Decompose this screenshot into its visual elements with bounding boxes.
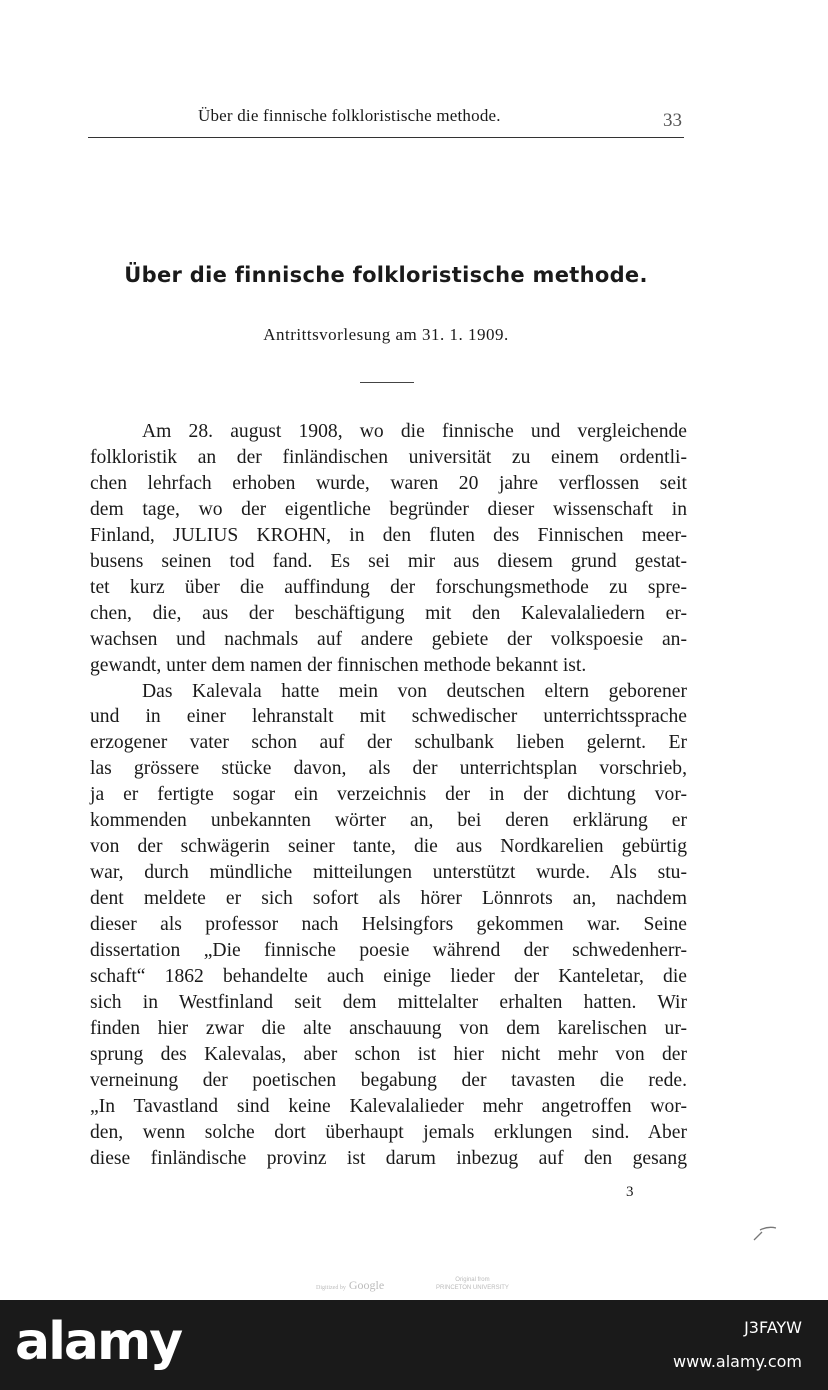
digitization-footer	[0, 1278, 828, 1296]
text-line: chen, die, aus der beschäftigung mit den Kalevalaliedern er-	[90, 602, 687, 624]
site-url: www.alamy.com	[673, 1352, 802, 1371]
text-line: dent meldete er sich sofort als hörer Lönnrots an, nachdem	[90, 888, 687, 910]
article-subtitle: Antrittsvorlesung am 31. 1. 1909.	[263, 325, 509, 344]
signature-mark: 3	[626, 1184, 634, 1200]
running-head	[88, 106, 684, 136]
text-line: finden hier zwar die alte anschauung von dem karelischen ur-	[90, 1017, 687, 1039]
stock-banner	[0, 1300, 828, 1390]
text-line: schaft“ 1862 behandelte auch einige lieder der Kanteletar, die	[90, 966, 687, 988]
text-line: busens seinen tod fand. Es sei mir aus diesem grund gestat-	[90, 550, 687, 572]
text-line: folkloristik an der finländischen universität zu einem ordentli-	[90, 446, 687, 468]
text-line: Finland, JULIUS KROHN, in den fluten des Finnischen meer-	[90, 524, 687, 546]
original-source	[436, 1276, 509, 1292]
digitized-label: Digitized by	[316, 1285, 346, 1291]
text-line: verneinung der poetischen begabung der tavasten die rede.	[90, 1069, 687, 1091]
header-rule	[88, 137, 684, 138]
google-watermark	[316, 1278, 384, 1293]
body-text	[90, 419, 687, 1172]
text-line: wachsen und nachmals auf andere gebiete der volkspoesie an-	[90, 628, 687, 650]
text-line: las grössere stücke davon, als der unterrichtsplan vorschrieb,	[90, 758, 687, 780]
text-line: von der schwägerin seiner tante, die aus Nordkarelien gebürtig	[90, 836, 687, 858]
text-line: dem tage, wo der eigentliche begründer dieser wissenschaft in	[90, 498, 687, 520]
original-line-1: Original from	[455, 1277, 490, 1283]
page-number: 33	[663, 110, 682, 131]
text-line: dissertation „Die finnische poesie während der schwedenherr-	[90, 940, 687, 962]
title-separator	[360, 382, 414, 383]
google-brand: Google	[348, 1278, 385, 1292]
original-line-2: PRINCETON UNIVERSITY	[436, 1285, 509, 1291]
article-title: Über die finnische folkloristische methode.	[124, 263, 648, 287]
text-line: und in einer lehranstalt mit schwedischer unterrichtssprache	[90, 706, 687, 728]
running-title: Über die finnische folkloristische methode.	[198, 106, 501, 125]
alamy-logo: alamy	[15, 1312, 182, 1372]
text-line: sprung des Kalevalas, aber schon ist hier nicht mehr von der	[90, 1043, 687, 1065]
text-line: „In Tavastland sind keine Kalevalalieder mehr angetroffen wor-	[90, 1095, 687, 1117]
text-line: den, wenn solche dort überhaupt jemals erklungen sind. Aber	[90, 1121, 687, 1143]
text-line: gewandt, unter dem namen der finnischen methode bekannt ist.	[90, 654, 587, 676]
pencil-mark-icon	[752, 1222, 778, 1242]
text-line: dieser als professor nach Helsingfors gekommen war. Seine	[90, 914, 687, 936]
text-line: Das Kalevala hatte mein von deutschen eltern geborener	[142, 680, 687, 702]
text-line: tet kurz über die auffindung der forschungsmethode zu spre-	[90, 576, 687, 598]
text-line: ja er fertigte sogar ein verzeichnis der in der dichtung vor-	[90, 784, 687, 806]
image-id: J3FAYW	[744, 1318, 802, 1337]
text-line: Am 28. august 1908, wo die finnische und vergleichende	[142, 421, 687, 442]
text-line: erzogener vater schon auf der schulbank lieben gelernt. Er	[90, 732, 687, 754]
text-line: chen lehrfach erhoben wurde, waren 20 jahre verflossen seit	[90, 472, 687, 494]
text-line: diese finländische provinz ist darum inbezug auf den gesang	[90, 1147, 687, 1169]
text-line: sich in Westfinland seit dem mittelalter erhalten hatten. Wir	[90, 991, 687, 1013]
text-line: war, durch mündliche mitteilungen unterstützt wurde. Als stu-	[90, 862, 687, 884]
text-line: kommenden unbekannten wörter an, bei deren erklärung er	[90, 810, 687, 832]
